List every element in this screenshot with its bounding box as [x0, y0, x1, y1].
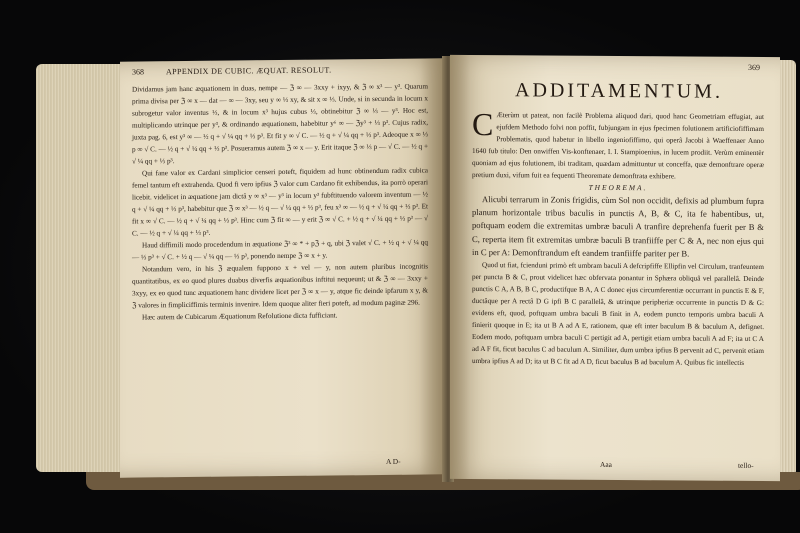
intro-text: Æterùm ut pateat, non facilè Problema aliquod dari, quod hanc Geometriam effugiat, aut ejufdem Methodo folvi non poffit, fubjungam in ejus fpecimen folutionem artificiofiffimam Problematis, quod habetur in libello ingeniofiffimo, qui operâ Jacobi à Waeffenaer Anno 1640 fub titulo: Den onwiffen Vis-konftenaer, I. I. Stampioenius, in lucem prodiit. Verùm eminentèr quoniam ad ejus folutionem, ibi traditam, quædam admittuntur ut conceffa, quæ demonftrare operæ pretium duxi, vifum fuit ea fequenti Theoremate demonftrata exhibere. — [472, 111, 764, 181]
signature-mark: Aaa — [600, 459, 612, 469]
theorema-label: THEOREMA. — [588, 182, 648, 193]
left-running-header: APPENDIX DE CUBIC. ÆQUAT. RESOLUT. — [166, 65, 332, 77]
left-paragraph-2: Qui fane valor ex Cardani simplicior censeri poteft, fiquidem ad hunc obtinendum radix cubica femel tantum eft extrahenda. Quod fi vero ipfius ℨ valor cum Cardano fit exhibendus, ita porrò operari licebit. videlicet in æquatione jam dictâ y ∞ x³ — y³ in locum y³ fubftituendo valorem inventum — ½ q + √ ¼ qq + ⅓ p³, habebitur que ℨ ∞ x³ — ½ q — √ ¼ qq + ⅓ p³, feu x³ ∞ — ½ q + √ ¼ qq + ⅓ p³. Et fit x ∞ √ C. — ½ q + √ ¼ qq + ⅓ p³. Hinc cum ℨ fit ∞ — y erit ℨ ∞ √ C. + ½ q + √ ¼ qq + ⅓ p³ — √ C. — ½ q + √ ¼ qq + ⅓ p³. — [132, 166, 428, 238]
left-catchword: A D- — [386, 456, 401, 466]
left-paragraph-3: Haud diffimili modo procedendum in æquatione ℨ³ ∞ * + pℨ + q, ubi ℨ valet √ C. + ½ q + √ ¼ qq — ⅓ p³ + √ C. + ½ q — √ ¼ qq — ⅓ p³, ponendo nempe ℨ ∞ x + y. — [132, 238, 428, 262]
left-page-body — [132, 80, 428, 323]
right-page — [450, 55, 780, 481]
left-paragraph-5: Hæc autem de Cubicarum Æquationum Refolutione dicta fufficiant. — [142, 311, 338, 322]
theorem-proposition: Alicubi terrarum in Zonis frigidis, cùm Sol non occidit, defixis ad plumbum fupra planum horizontale tribus baculis in punctis A, B, & C, ita fe habentibus, ut, poftquam eodem die extremitas umbræ baculi A tranfire deprehenfa fuerit per B & C, reperta item fit extremitas umbræ baculi B tranfiiffe per C & A, nec non ejus qui in C per A: Demonftrandum eft eandem tranfiiffe pariter per B. — [472, 194, 764, 259]
right-page-body — [472, 106, 764, 369]
right-catchword: tello- — [738, 460, 754, 470]
left-paragraph-1: Dividamus jam hanc æquationem in duas, nempe — ℨ ∞ — 3xxy + ixyy, & ℨ ∞ x³ — y³. Quarum prima divisa per ℨ ∞ x — dat — ∞ — 3xy, seu y ∞ ⅓ xy, & sit x ∞ ⅓. Unde, si in secunda in locum x subrogetur valor inventus ⅓, & in locum x³ hujus cubus ⅓, obtinebitur ℨ ∞ ⅓ — y³. Hoc est, multiplicando utrinque per y³, & ordinando æquationem, habebitur y⁶ ∞ — ℨy³ + ⅓ p³. Cujus radix, juxta pag. 6, est y³ ∞ — ½ q + √ ¼ qq + ⅓ p³. Et fit y ∞ √ C. — ½ q + √ ¼ qq + ⅓ p³. Adeoque x ∞ ⅓ p ∞ √ C. — ½ q + √ ¼ qq + ⅓ p³. Posueramus autem ℨ ∞ x — y. Erit itaque ℨ ∞ ⅓ p — √ C. — ½ q + √ ¼ qq + ⅓ p³. — [132, 82, 428, 166]
drop-cap: C — [472, 106, 494, 143]
page-title: ADDITAMENTUM. — [515, 79, 723, 103]
right-page-number: 369 — [748, 62, 760, 73]
left-page-edges — [36, 64, 126, 472]
intro-paragraph — [472, 106, 764, 183]
left-paragraph-4: Notandum vero, in his ℨ æqualem fuppono x + vel — y, non autem pluribus incognitis quantitatibus, ex eo quod plures duabus diverfis æquationibus inftitui nequeunt; ut & ℨ ∞ — 3xxy + 3xyy, ex eo quod tunc æquationem hanc dividere licet per ℨ ∞ x — y, atque fic deinde ipfarum x y, & ℨ valores in fimpliciffimis terminis invenire. Idem quoque aliter fieri poteft, ad modum paginæ 296. — [132, 262, 428, 310]
open-book — [36, 46, 780, 488]
left-page — [120, 58, 446, 477]
theorem-demonstration: Quod ut fiat, fcienduni primò eft umbram baculi A defcripfiffe Ellipfin vel Circulum, tranfeuntem per puncta B & C, prout videlicet hæc obfervata ponantur in Sphæra obliquâ vel parallelâ. Deinde punctis C A, A B, B C, productifque B A, A C donec ejus circumferentiæ occurrant in punctis E & F, ductâque per A rectâ D G ipfi B C parallelâ, & utrinque peripheriæ occurrente in punctis D & G: evidens eft, quod, poftquam umbra baculi B finit in A, eodem puncto temporis umbra baculi A finierit quoque in E; ita ut B A ad A E, rationem, quæ eft inter baculum B & baculum A, defignet. Eodem modo, poftquam umbra baculi C pertigit ad A, pertigit etiam umbra baculi A ad F; ita ut C A ad A F fit, ficut baculus C ad baculum A. Similiter, dum umbra ipfius B pervenit ad C, pervenit etiam umbra ipfius A ad D; ita ut B C fit ad A D, ficut baculus B ad baculum A. Quibus fic intellectis — [472, 261, 764, 367]
left-page-number: 368 — [132, 67, 144, 77]
